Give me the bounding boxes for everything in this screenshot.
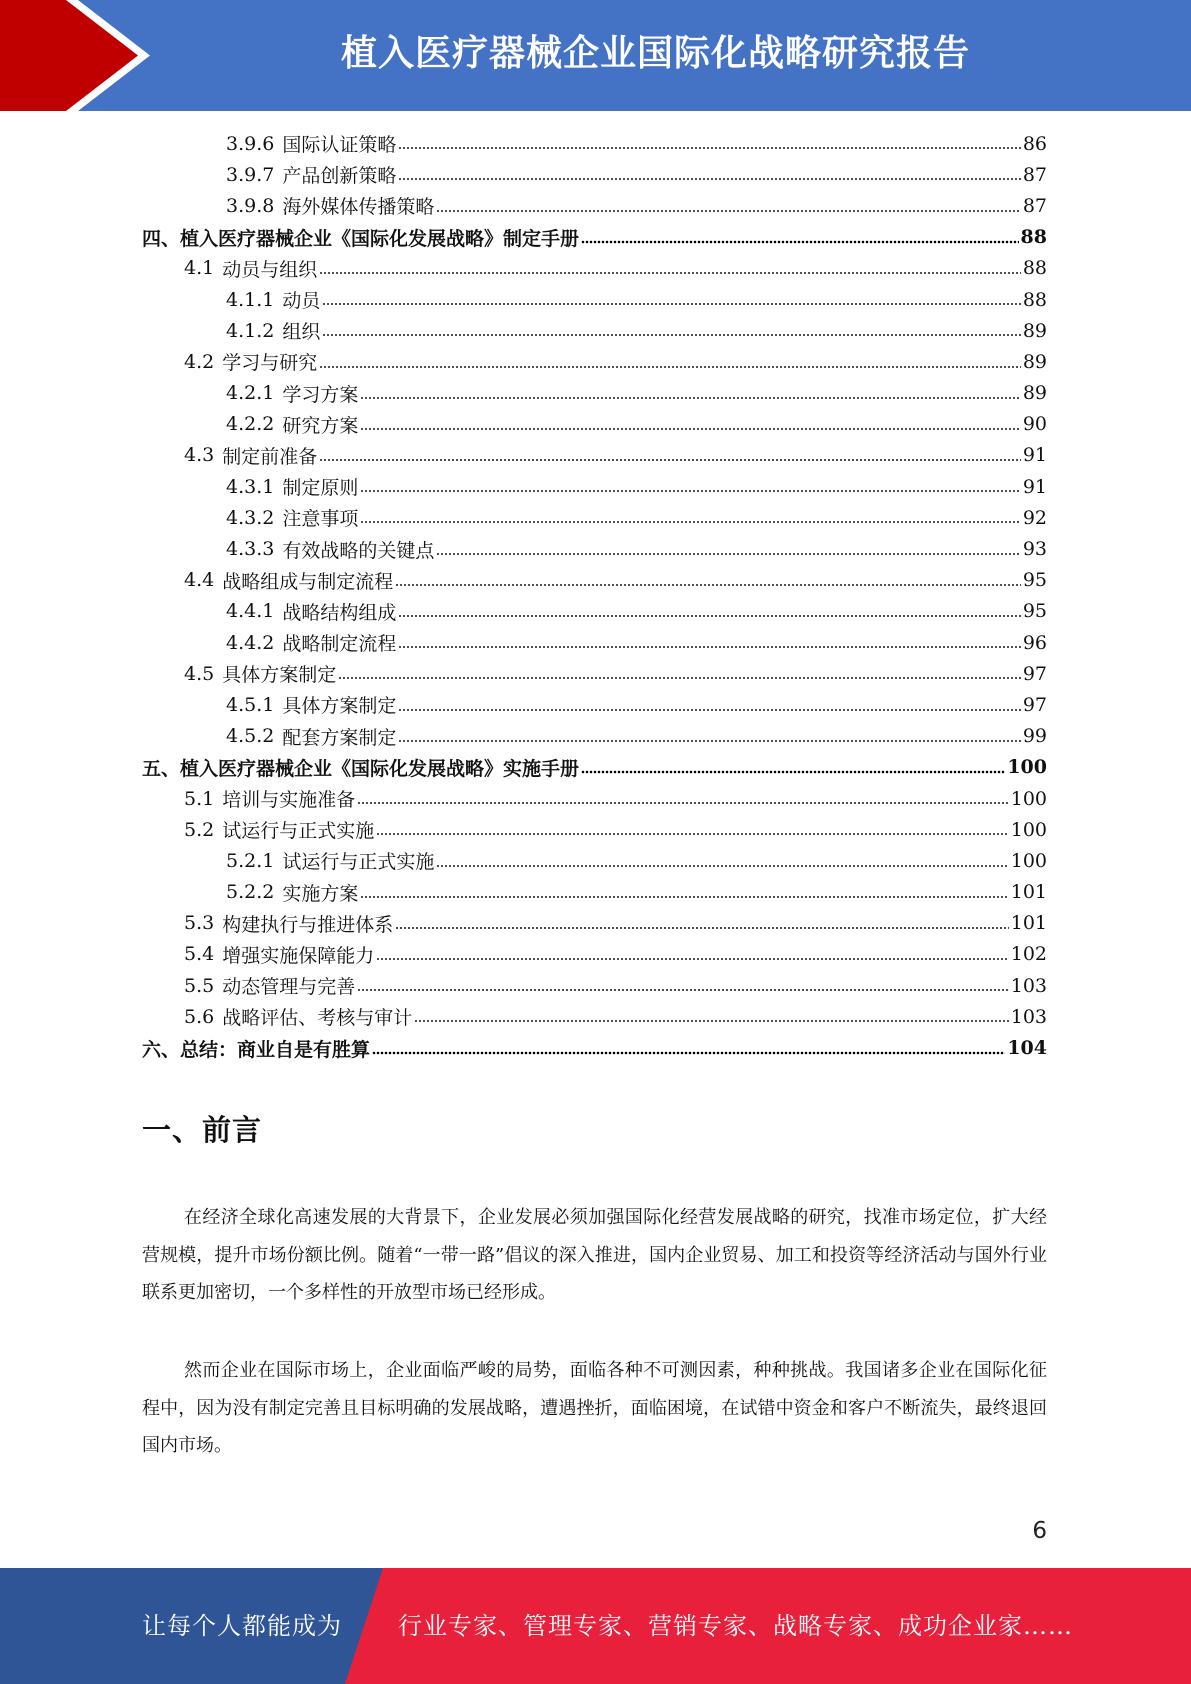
toc-entry[interactable] [142,346,1047,377]
toc-entry-page: 99 [1022,725,1047,748]
footer-slogan-right: 行业专家、管理专家、营销专家、战略专家、成功企业家…… [398,1612,1073,1640]
toc-dot-leader [372,1050,1005,1056]
toc-dot-leader [376,831,1009,837]
toc-entry-page: 96 [1022,631,1047,654]
toc-dot-leader [398,707,1020,713]
toc-entry-title: 学习与研究 [222,352,318,375]
toc-entry-title: 研究方案 [282,414,359,437]
toc-entry-page: 97 [1022,693,1047,716]
toc-entry-number: 六、 [142,1038,181,1061]
toc-entry[interactable] [142,752,1047,783]
toc-entry-number: 4.4.1 [226,600,275,623]
body-paragraph: 然而企业在国际市场上，企业面临严峻的局势，面临各种不可测因素，种种挑战。我国诸多企业在国际化征程中，因为没有制定完善且目标明确的发展战略，遭遇挫折，面临困境，在试错中资金和客户不断流失，最终退回国内市场。 [142,1360,1047,1456]
toc-entry-number: 4.3.3 [226,538,275,561]
toc-entry-number: 3.9.7 [226,163,275,186]
header-chevron-decoration [0,0,160,111]
toc-entry-number: 5.1 [184,787,215,810]
toc-dot-leader [398,644,1020,650]
toc-entry-number: 3.9.6 [226,132,275,155]
toc-dot-leader [360,519,1020,525]
toc-entry-number: 5.6 [184,1005,215,1028]
toc-entry-title: 具体方案制定 [222,664,337,687]
toc-entry-number: 4.2 [184,350,215,373]
toc-dot-leader [360,894,1008,900]
toc-entry-number: 3.9.8 [226,194,275,217]
toc-dot-leader [398,738,1020,744]
toc-dot-leader [581,769,1005,775]
toc-entry[interactable] [142,378,1047,409]
toc-entry-number: 5.4 [184,943,215,966]
toc-entry-page: 100 [1010,849,1047,872]
toc-entry-page: 104 [1007,1037,1047,1060]
toc-entry-page: 93 [1022,538,1047,561]
footer-slogan-left: 让每个人都能成为 [142,1612,342,1640]
toc-entry-number: 4.5.2 [226,725,275,748]
toc-entry-title: 制定前准备 [222,445,318,468]
toc-dot-leader [398,176,1020,182]
toc-entry[interactable] [142,596,1047,627]
toc-dot-leader [357,987,1009,993]
toc-dot-leader [395,925,1009,931]
toc-entry[interactable] [142,315,1047,346]
toc-entry-page: 103 [1010,974,1047,997]
toc-entry[interactable] [142,471,1047,502]
toc-entry[interactable] [142,814,1047,845]
toc-entry-page: 97 [1022,662,1047,685]
toc-entry[interactable] [142,689,1047,720]
toc-dot-leader [338,675,1021,681]
toc-entry[interactable] [142,440,1047,471]
toc-entry-number: 4.2.2 [226,413,275,436]
toc-entry-number: 4.4 [184,569,215,592]
toc-entry-title: 配套方案制定 [282,726,397,749]
toc-entry-number: 4.3.2 [226,506,275,529]
toc-dot-leader [319,270,1021,276]
toc-entry-page: 95 [1022,600,1047,623]
toc-entry-title: 构建执行与推进体系 [222,913,394,936]
toc-entry-title: 战略评估、考核与审计 [222,1007,413,1030]
toc-entry-page: 95 [1022,569,1047,592]
toc-entry-number: 4.5 [184,662,215,685]
toc-entry-title: 海外媒体传播策略 [282,196,435,219]
toc-entry-page: 89 [1022,319,1047,342]
toc-entry-title: 战略组成与制定流程 [222,570,394,593]
toc-entry[interactable] [142,845,1047,876]
toc-entry[interactable] [142,908,1047,939]
toc-entry[interactable] [142,970,1047,1001]
body-paragraph: 在经济全球化高速发展的大背景下，企业发展必须加强国际化经营发展战略的研究，找准市场定位，扩大经营规模，提升市场份额比例。随着“一带一路”倡议的深入推进，国内企业贸易、加工和投资等经济活动与国外行业联系更加密切，一个多样性的开放型市场已经形成。 [142,1207,1047,1303]
toc-entry-page: 87 [1022,194,1047,217]
toc-entry-title: 战略制定流程 [282,633,397,656]
toc-dot-leader [398,145,1020,151]
toc-entry-page: 100 [1010,818,1047,841]
toc-dot-leader [436,551,1020,557]
toc-entry-title: 组织 [282,321,321,344]
toc-entry-title: 产品创新策略 [282,165,397,188]
toc-dot-leader [319,364,1021,370]
toc-entry-number: 4.1 [184,257,215,280]
toc-entry-page: 100 [1010,787,1047,810]
toc-entry-title: 植入医疗器械企业《国际化发展战略》实施手册 [180,757,580,780]
toc-entry-number: 5.2.2 [226,881,275,904]
toc-entry-number: 5.5 [184,974,215,997]
toc-entry[interactable] [142,721,1047,752]
toc-entry[interactable] [142,409,1047,440]
toc-entry-number: 4.3 [184,444,215,467]
toc-entry-page: 89 [1022,350,1047,373]
toc-entry[interactable] [142,190,1047,221]
toc-entry-title: 制定原则 [282,477,359,500]
toc-entry-title: 有效战略的关键点 [282,539,435,562]
toc-entry[interactable] [142,627,1047,658]
toc-entry-number: 5.2 [184,818,215,841]
toc-entry-page: 90 [1022,413,1047,436]
toc-dot-leader [436,208,1020,214]
toc-entry[interactable] [142,939,1047,970]
page-number: 6 [1032,1518,1047,1544]
toc-entry-title: 具体方案制定 [282,695,397,718]
toc-entry-title: 动态管理与完善 [222,976,356,999]
header-title: 植入医疗器械企业国际化战略研究报告 [340,33,970,74]
toc-entry-page: 89 [1022,382,1047,405]
toc-entry-title: 试运行与正式实施 [282,851,435,874]
toc-dot-leader [322,332,1020,338]
toc-entry-page: 88 [1022,257,1047,280]
toc-dot-leader [395,582,1021,588]
toc-entry-page: 87 [1022,163,1047,186]
toc-entry-page: 88 [1022,288,1047,311]
toc-entry-page: 86 [1022,132,1047,155]
toc-entry-page: 102 [1010,943,1047,966]
toc-entry-title: 战略结构组成 [282,601,397,624]
toc-entry-page: 101 [1010,912,1047,935]
toc-entry-title: 注意事项 [282,508,359,531]
toc-dot-leader [398,613,1020,619]
toc-dot-leader [322,301,1020,307]
toc-entry[interactable] [142,533,1047,564]
toc-entry-number: 4.3.1 [226,475,275,498]
toc-entry-title: 试运行与正式实施 [222,820,375,843]
toc-dot-leader [357,800,1009,806]
toc-entry[interactable] [142,284,1047,315]
toc-entry[interactable] [142,502,1047,533]
toc-entry-title: 动员 [282,290,321,313]
toc-entry[interactable] [142,783,1047,814]
toc-entry[interactable] [142,565,1047,596]
toc-entry-title: 动员与组织 [222,258,318,281]
toc-entry-title: 总结：商业自是有胜算 [180,1038,371,1061]
toc-entry-title: 实施方案 [282,882,359,905]
toc-entry-page: 103 [1010,1005,1047,1028]
toc-entry-title: 增强实施保障能力 [222,944,375,967]
table-of-contents [142,128,1047,1064]
toc-entry[interactable] [142,877,1047,908]
toc-dot-leader [360,395,1020,401]
toc-dot-leader [436,863,1008,869]
toc-dot-leader [376,956,1009,962]
header-chevron-red [0,0,138,111]
section-heading: 一、前言 [142,1113,263,1147]
toc-entry-number: 4.1.1 [226,288,275,311]
toc-entry-page: 91 [1022,475,1047,498]
toc-entry[interactable] [142,253,1047,284]
toc-entry-title: 植入医疗器械企业《国际化发展战略》制定手册 [180,227,580,250]
toc-dot-leader [360,488,1020,494]
toc-entry-number: 五、 [142,757,181,780]
toc-entry-page: 92 [1022,506,1047,529]
toc-entry-number: 5.2.1 [226,849,275,872]
toc-entry-number: 4.1.2 [226,319,275,342]
toc-entry-number: 四、 [142,227,181,250]
toc-dot-leader [360,426,1020,432]
toc-entry-page: 101 [1010,881,1047,904]
toc-dot-leader [319,457,1021,463]
toc-dot-leader [581,239,1019,245]
toc-entry-title: 培训与实施准备 [222,789,356,812]
page-header [0,0,1191,111]
toc-entry[interactable] [142,222,1047,253]
toc-entry[interactable] [142,658,1047,689]
toc-entry-number: 5.3 [184,912,215,935]
toc-entry-page: 91 [1022,444,1047,467]
toc-dot-leader [414,1018,1009,1024]
toc-entry-page: 100 [1007,756,1047,779]
toc-entry-number: 4.5.1 [226,693,275,716]
toc-entry[interactable] [142,128,1047,159]
page-footer [0,1568,1191,1684]
toc-entry[interactable] [142,1032,1047,1063]
toc-entry[interactable] [142,159,1047,190]
toc-entry-title: 学习方案 [282,383,359,406]
toc-entry[interactable] [142,1001,1047,1032]
toc-entry-number: 4.2.1 [226,382,275,405]
toc-entry-title: 国际认证策略 [282,134,397,157]
toc-entry-number: 4.4.2 [226,631,275,654]
toc-entry-page: 88 [1020,226,1047,249]
